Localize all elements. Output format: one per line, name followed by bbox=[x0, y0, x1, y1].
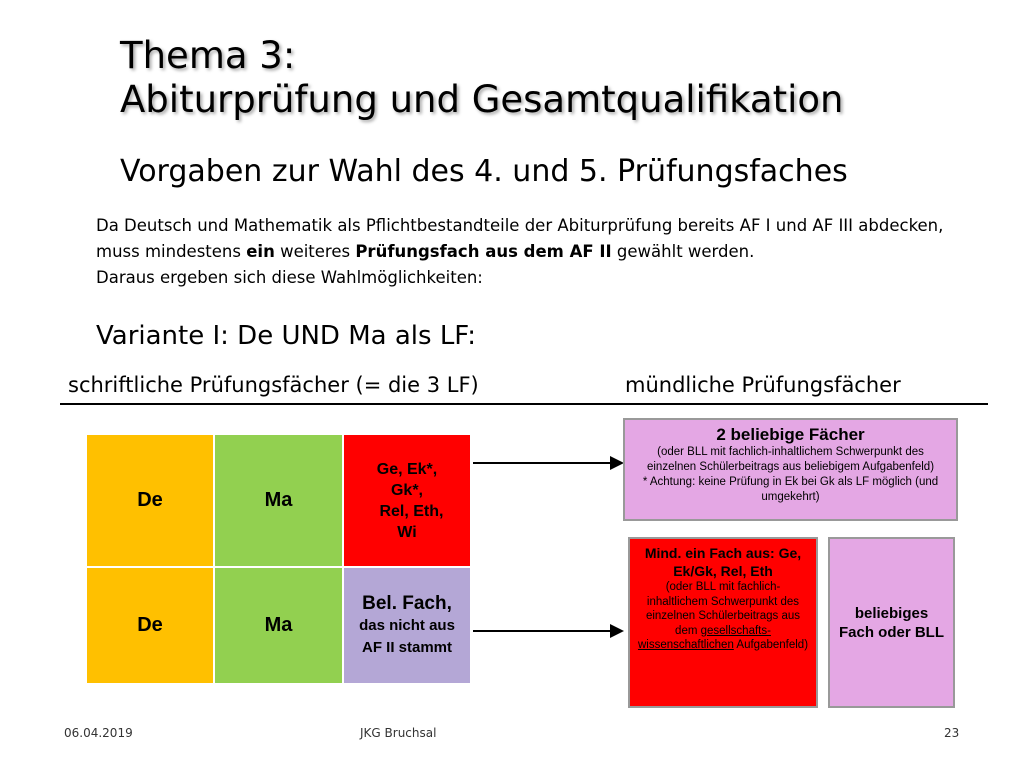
slide-subtitle: Vorgaben zur Wahl des 4. und 5. Prüfungsfaches bbox=[120, 154, 848, 189]
title-line-1: Thema 3: bbox=[120, 34, 296, 77]
two-subjects-warning: * Achtung: keine Prüfung in Ek bei Gk als LF möglich (und umgekehrt) bbox=[642, 476, 939, 503]
min-one-tail: Aufgabenfeld) bbox=[733, 639, 809, 651]
min-one-heading: Mind. ein Fach aus: Ge, Ek/Gk, Rel, Eth bbox=[644, 545, 802, 579]
intro-paragraph-1 bbox=[96, 213, 976, 265]
title-line-2: Abiturprüfung und Gesamtqualifikation bbox=[120, 78, 844, 121]
footer-date: 06.04.2019 bbox=[64, 726, 133, 740]
arrow-row1-line bbox=[473, 462, 612, 464]
intro-text-e: gewählt werden. bbox=[611, 242, 755, 261]
footer-center: JKG Bruchsal bbox=[360, 726, 437, 740]
box-two-subjects bbox=[623, 418, 958, 521]
intro-text-ein: ein bbox=[246, 242, 275, 261]
oral-subjects-header: mündliche Prüfungsfächer bbox=[625, 373, 901, 397]
two-subjects-note: (oder BLL mit fachlich-inhaltlichem Schwerpunkt des einzelnen Schülerbeitrags aus beliebigem Aufgabenfeld) bbox=[646, 446, 935, 473]
header-divider bbox=[60, 403, 988, 405]
arrow-row1-head bbox=[610, 456, 624, 470]
intro-paragraph-2: Daraus ergeben sich diese Wahlmöglichkeiten: bbox=[96, 268, 483, 287]
intro-text-c: weiteres bbox=[274, 242, 356, 261]
slide-title bbox=[120, 34, 843, 122]
any-subject-or-bll-text: beliebiges Fach oder BLL bbox=[838, 604, 944, 641]
any-subject-line3: AF II stammt bbox=[361, 638, 452, 656]
box-any-subject-or-bll bbox=[828, 537, 955, 708]
cell-de-row2: De bbox=[86, 567, 214, 684]
written-subjects-header: schriftliche Prüfungsfächer (= die 3 LF) bbox=[68, 373, 479, 397]
intro-text bbox=[96, 213, 976, 291]
variant-heading: Variante I: De UND Ma als LF: bbox=[96, 321, 476, 351]
intro-text-a: Da Deutsch und Mathematik als Pflichtbestandteile der Abiturprüfung bereits AF I und AF III abdecken, muss mindestens bbox=[96, 216, 944, 261]
min-one-body-text: (oder BLL mit fachlich-inhaltlichem Schwerpunkt des einzelnen Schülerbeitrags aus dem bbox=[645, 581, 801, 637]
cell-af2-subjects: Ge, Ek*, Gk*, Rel, Eth, Wi bbox=[343, 434, 471, 567]
any-subject-line1: Bel. Fach, bbox=[362, 592, 452, 614]
arrow-row2-line bbox=[473, 630, 612, 632]
cell-any-subject bbox=[343, 567, 471, 684]
intro-text-af2: Prüfungsfach aus dem AF II bbox=[355, 242, 612, 261]
cell-ma-row1: Ma bbox=[214, 434, 343, 567]
two-subjects-heading: 2 beliebige Fächer bbox=[716, 425, 865, 444]
cell-ma-row2: Ma bbox=[214, 567, 343, 684]
any-subject-line2: das nicht aus bbox=[359, 616, 455, 634]
cell-de-row1: De bbox=[86, 434, 214, 567]
min-one-body bbox=[636, 580, 810, 653]
min-one-underlined: gesellschafts-wissenschaftlichen bbox=[637, 624, 771, 651]
box-min-one-subject bbox=[628, 537, 818, 708]
footer-page-number: 23 bbox=[944, 726, 960, 740]
arrow-row2-head bbox=[610, 624, 624, 638]
